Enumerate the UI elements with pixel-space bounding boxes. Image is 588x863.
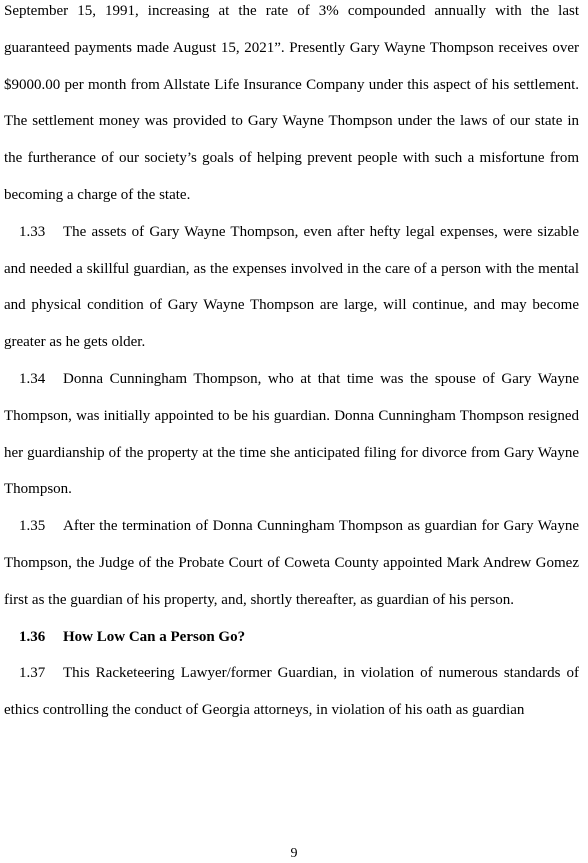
section-heading [4, 619, 579, 656]
paragraph-1-35 [4, 508, 579, 618]
document-page [4, 0, 579, 729]
paragraph-number: 1.34 [19, 370, 46, 387]
page-number: 9 [290, 846, 298, 861]
paragraph-text: After the termination of Donna Cunningham Thompson as guardian for Gary Wayne Thompson, the Judge of the Probate Court of Coweta County appointed Mark Andrew Gomez first as the guardian of his property, and, shortly thereafter, as guardian of his person. [4, 518, 579, 608]
paragraph-number: 1.33 [19, 223, 46, 240]
paragraph-1-37 [4, 655, 579, 729]
paragraph-text: Donna Cunningham Thompson, who at that time was the spouse of Gary Wayne Thompson, was initially appointed to be his guardian. Donna Cunningham Thompson resigned her guardianship of the property at the time she anticipated filing for divorce from Gary Wayne Thompson. [4, 370, 579, 498]
heading-text: How Low Can a Person Go? [63, 628, 246, 645]
heading-number: 1.36 [19, 628, 46, 645]
paragraph-text: The assets of Gary Wayne Thompson, even after hefty legal expenses, were sizable and needed a skillful guardian, as the expenses involved in the care of a person with the mental and physical condition of Gary Wayne Thompson are large, will continue, and may become greater as he gets older. [4, 223, 579, 351]
paragraph-number: 1.37 [19, 665, 46, 682]
paragraph-1-33 [4, 214, 579, 361]
continuation-paragraph: September 15, 1991, increasing at the rate of 3% compounded annually with the last guaranteed payments made August 15, 2021”. Presently Gary Wayne Thompson receives over $9000.00 per month from Allstate Life Insurance Company under this aspect of his settlement. The settlement money was provided to Gary Wayne Thompson under the laws of our state in the furtherance of our society’s goals of helping prevent people with such a misfortune from becoming a charge of the state. [4, 3, 579, 203]
paragraph-text: This Racketeering Lawyer/former Guardian, in violation of numerous standards of ethics controlling the conduct of Georgia attorneys, in violation of his oath as guardian [4, 665, 579, 719]
paragraph-number: 1.35 [19, 518, 46, 535]
paragraph-1-34 [4, 361, 579, 508]
